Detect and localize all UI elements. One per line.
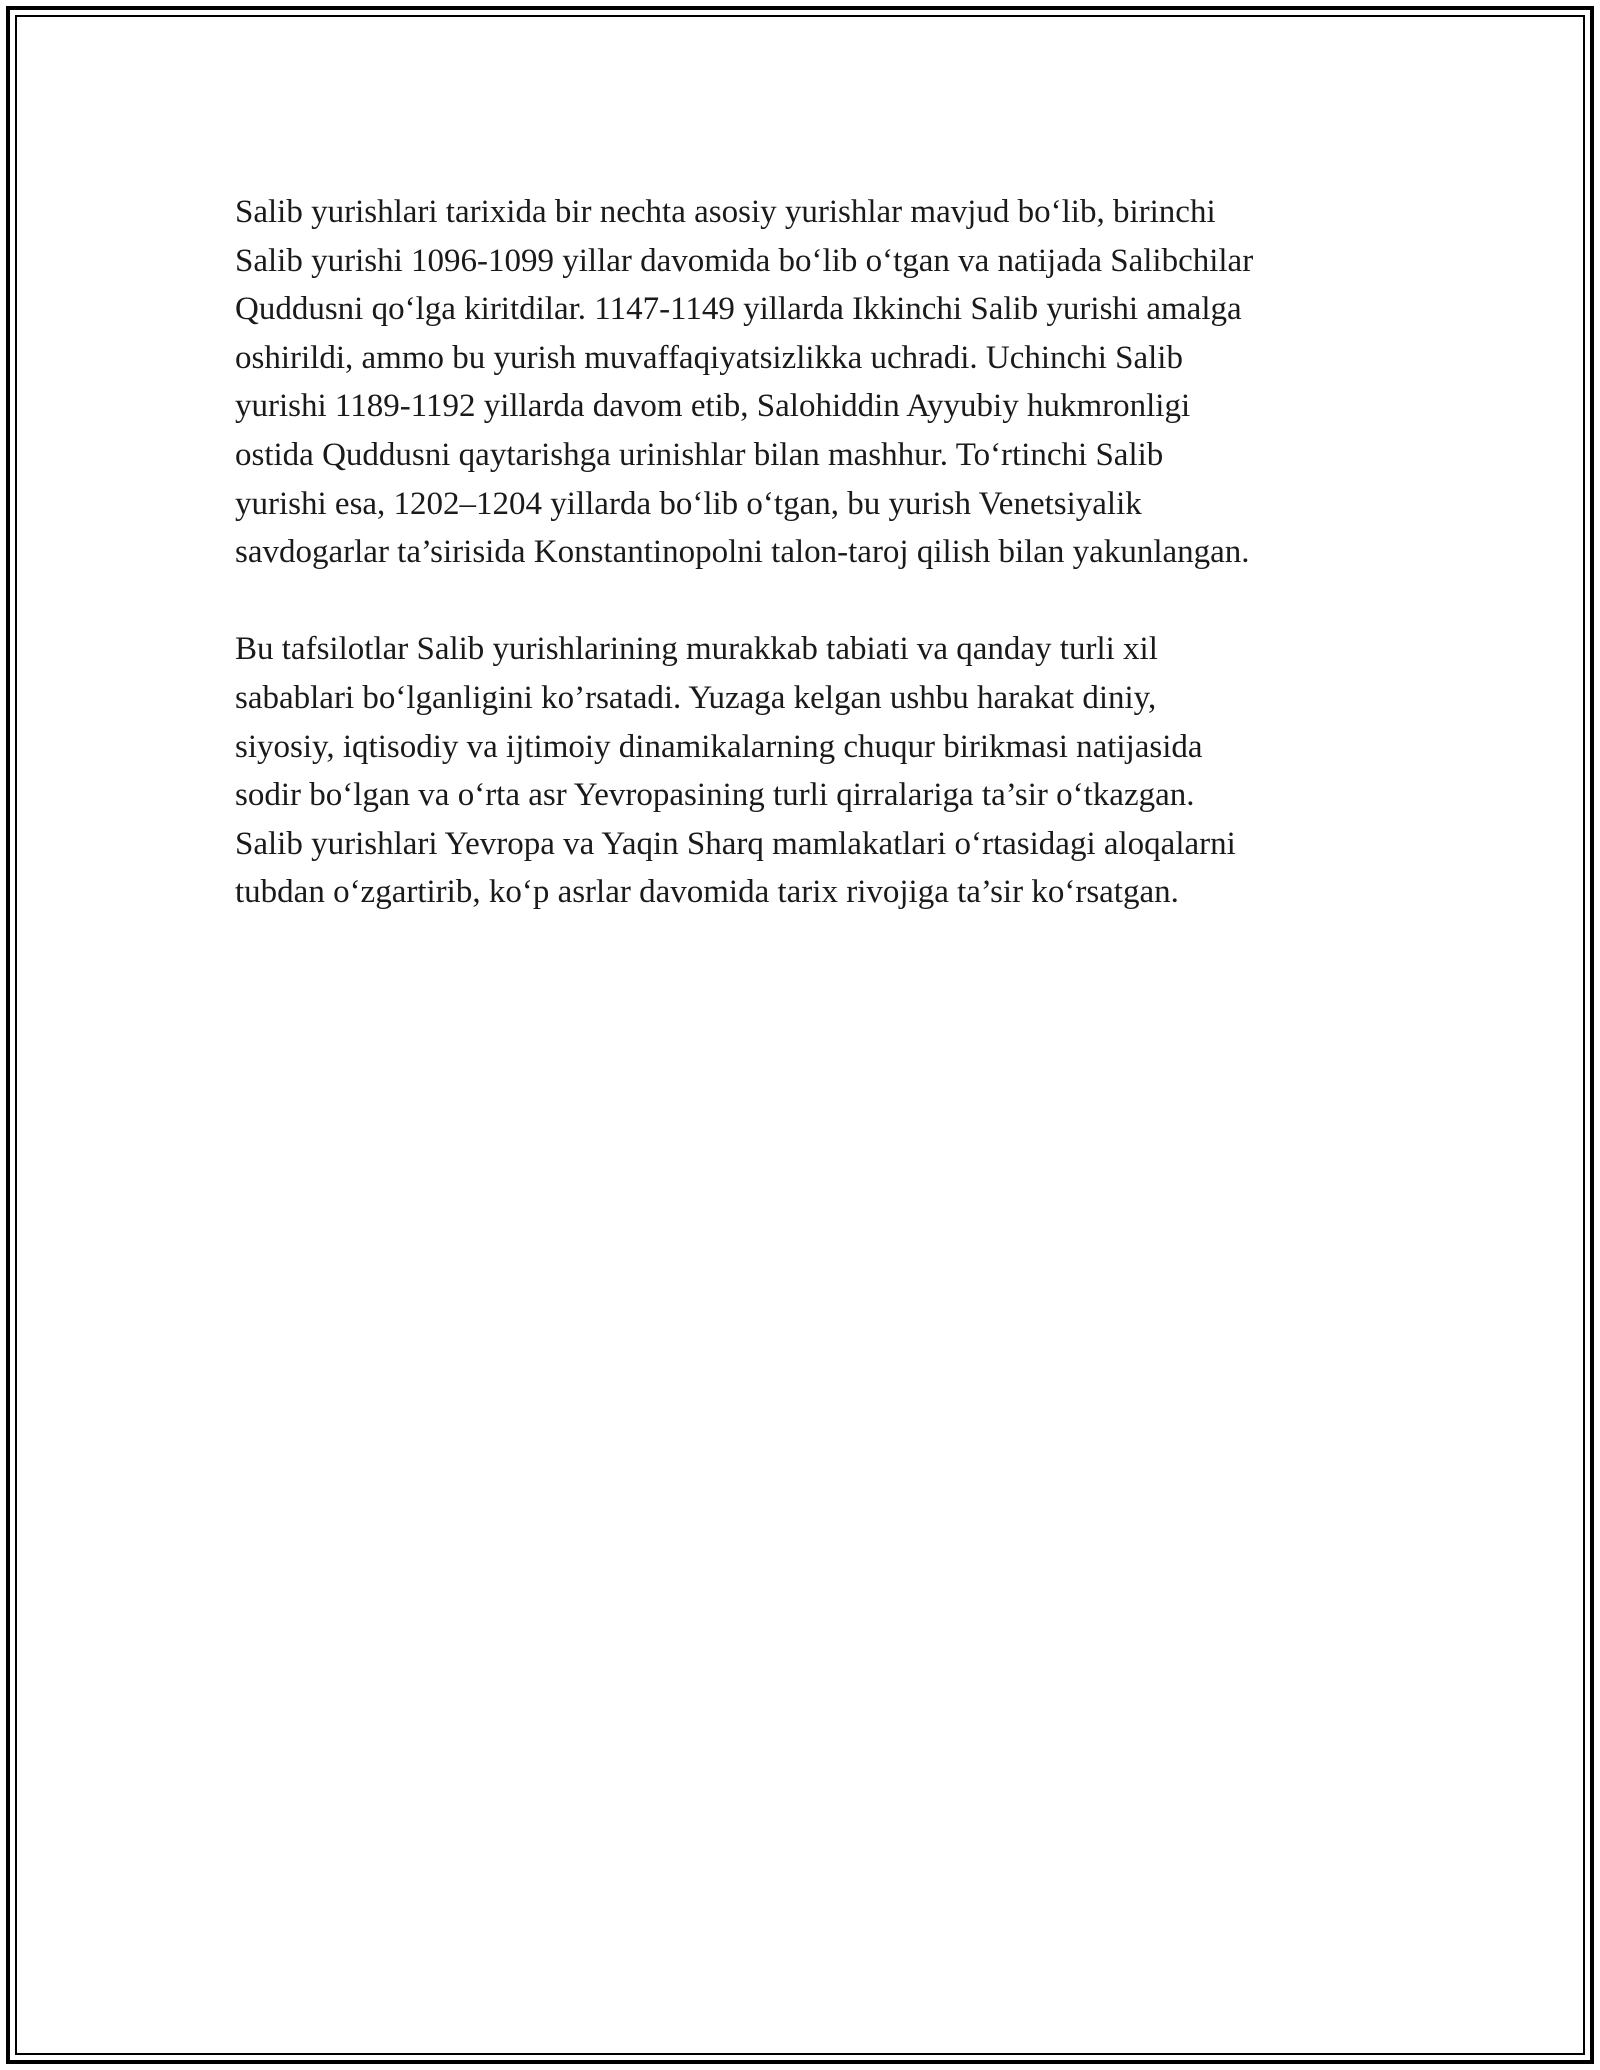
text-line: yurishi esa, 1202–1204 yillarda bo‘lib o‘tgan, bu yurish Venetsiyalik — [235, 485, 1142, 522]
text-line: ostida Quddusni qaytarishga urinishlar bilan mashhur. To‘rtinchi Salib — [235, 436, 1164, 473]
paragraph-2 — [235, 625, 1385, 917]
text-line: Bu tafsilotlar Salib yurishlarining murakkab tabiati va qanday turli xil — [235, 631, 1158, 668]
text-line: Salib yurishlari Yevropa va Yaqin Sharq mamlakatlari o‘rtasidagi aloqalarni — [235, 825, 1236, 862]
text-line: Quddusni qo‘lga kiritdilar. 1147-1149 yillarda Ikkinchi Salib yurishi amalga — [235, 291, 1242, 328]
text-line: Salib yurishlari tarixida bir nechta asosiy yurishlar mavjud bo‘lib, birinchi — [235, 194, 1216, 230]
paragraph-spacer — [235, 577, 1385, 626]
text-line: sodir bo‘lgan va o‘rta asr Yevropasining turli qirralariga ta’sir o‘tkazgan. — [235, 777, 1195, 814]
text-line: siyosiy, iqtisodiy va ijtimoiy dinamikalarning chuqur birikmasi natijasida — [235, 728, 1203, 765]
text-line: oshirildi, ammo bu yurish muvaffaqiyatsizlikka uchradi. Uchinchi Salib — [235, 339, 1183, 376]
document-body — [235, 188, 1385, 917]
text-line: sabablari bo‘lganligini ko’rsatadi. Yuzaga kelgan ushbu harakat diniy, — [235, 679, 1157, 716]
text-line: yurishi 1189-1192 yillarda davom etib, Salohiddin Ayyubiy hukmronligi — [235, 388, 1191, 425]
text-line: Salib yurishi 1096-1099 yillar davomida bo‘lib o‘tgan va natijada Salibchilar — [235, 242, 1254, 279]
paragraph-1 — [235, 188, 1385, 577]
text-line: tubdan o‘zgartirib, ko‘p asrlar davomida tarix rivojiga ta’sir ko‘rsatgan. — [235, 874, 1179, 911]
text-line: savdogarlar ta’sirisida Konstantinopolni talon-taroj qilish bilan yakunlangan. — [235, 534, 1250, 571]
